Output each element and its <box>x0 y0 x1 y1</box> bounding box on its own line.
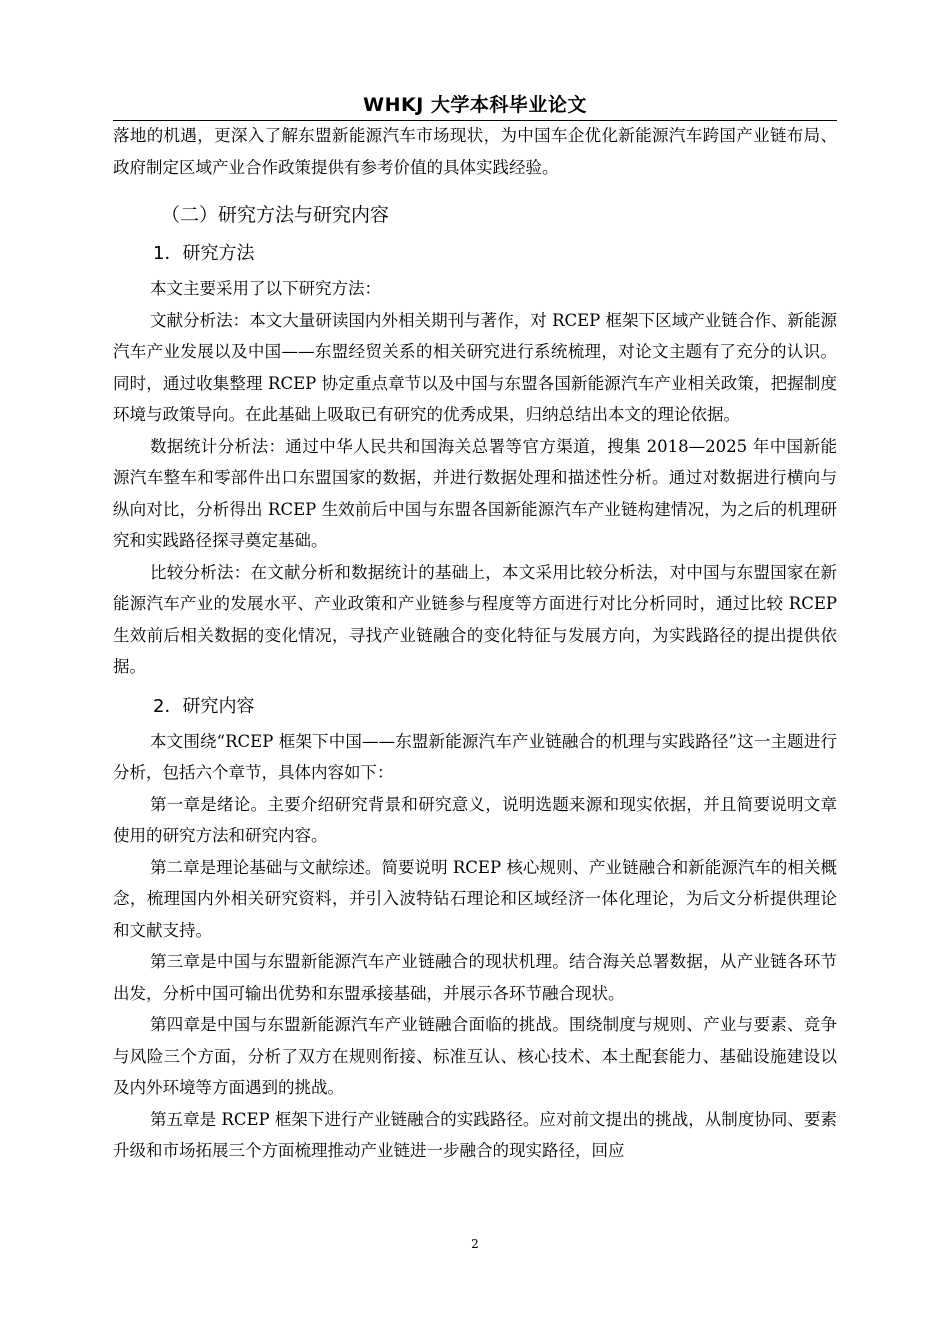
methods-intro-paragraph: 本文主要采用了以下研究方法： <box>150 279 381 298</box>
section-heading: （二）研究方法与研究内容 <box>161 204 390 226</box>
continuation-paragraph: 落地的机遇，更深入了解东盟新能源汽车市场现状，为中国车企优化新能源汽车跨国产业链布局、政府制定区域产业合作政策提供有参考价值的具体实践经验。 <box>113 126 837 177</box>
page-body <box>113 120 837 1167</box>
comparative-analysis-paragraph: 比较分析法：在文献分析和数据统计的基础上，本文采用比较分析法，对中国与东盟国家在新能源汽车产业的发展水平、产业政策和产业链参与程度等方面进行对比分析同时，通过比较 RCEP 生效前后相关数据的变化情况，寻找产业链融合的变化特征与发展方向，为实践路径的提出提供依据。 <box>113 562 837 676</box>
chapter-three-paragraph: 第三章是中国与东盟新能源汽车产业链融合的现状机理。结合海关总署数据，从产业链各环节出发，分析中国可输出优势和东盟承接基础，并展示各环节融合现状。 <box>113 952 837 1003</box>
subsection-heading-methods: 1．研究方法 <box>153 243 255 264</box>
subsection-heading-content: 2．研究内容 <box>153 695 255 717</box>
content-intro-paragraph: 本文围绕“RCEP 框架下中国——东盟新能源汽车产业链融合的机理与实践路径”这一主题进行分析，包括六个章节，具体内容如下： <box>113 731 837 782</box>
chapter-four-paragraph: 第四章是中国与东盟新能源汽车产业链融合面临的挑战。围绕制度与规则、产业与要素、竞争与风险三个方面，分析了双方在规则衔接、标准互认、核心技术、本土配套能力、基础设施建设以及内外环境等方面遇到的挑战。 <box>113 1015 837 1097</box>
chapter-two-paragraph: 第二章是理论基础与文献综述。简要说明 RCEP 核心规则、产业链融合和新能源汽车的相关概念，梳理国内外相关研究资料，并引入波特钻石理论和区域经济一体化理论，为后文分析提供理论和文献支持。 <box>113 857 837 940</box>
statistical-analysis-paragraph: 数据统计分析法：通过中华人民共和国海关总署等官方渠道，搜集 2018—2025 年中国新能源汽车整车和零部件出口东盟国家的数据，并进行数据处理和描述性分析。通过对数据进行横向与纵向对比，分析得出 RCEP 生效前后中国与东盟各国新能源汽车产业链构建情况，为之后的机理研究和实践路径探寻奠定基础。 <box>113 436 837 550</box>
page-number: 2 <box>471 1237 479 1251</box>
chapter-one-paragraph: 第一章是绪论。主要介绍研究背景和研究意义，说明选题来源和现实依据，并且简要说明文章使用的研究方法和研究内容。 <box>113 794 837 845</box>
literature-analysis-paragraph: 文献分析法：本文大量研读国内外相关期刊与著作，对 RCEP 框架下区域产业链合作、新能源汽车产业发展以及中国——东盟经贸关系的相关研究进行系统梳理，对论文主题有了充分的认识。同时，通过收集整理 RCEP 协定重点章节以及中国与东盟各国新能源汽车产业相关政策，把握制度环境与政策导向。在此基础上吸取已有研究的优秀成果，归纳总结出本文的理论依据。 <box>113 310 837 424</box>
running-header: WHKJ 大学本科毕业论文 <box>363 94 587 116</box>
chapter-five-paragraph: 第五章是 RCEP 框架下进行产业链融合的实践路径。应对前文提出的挑战，从制度协同、要素升级和市场拓展三个方面梳理推动产业链进一步融合的现实路径，回应 <box>113 1109 837 1160</box>
